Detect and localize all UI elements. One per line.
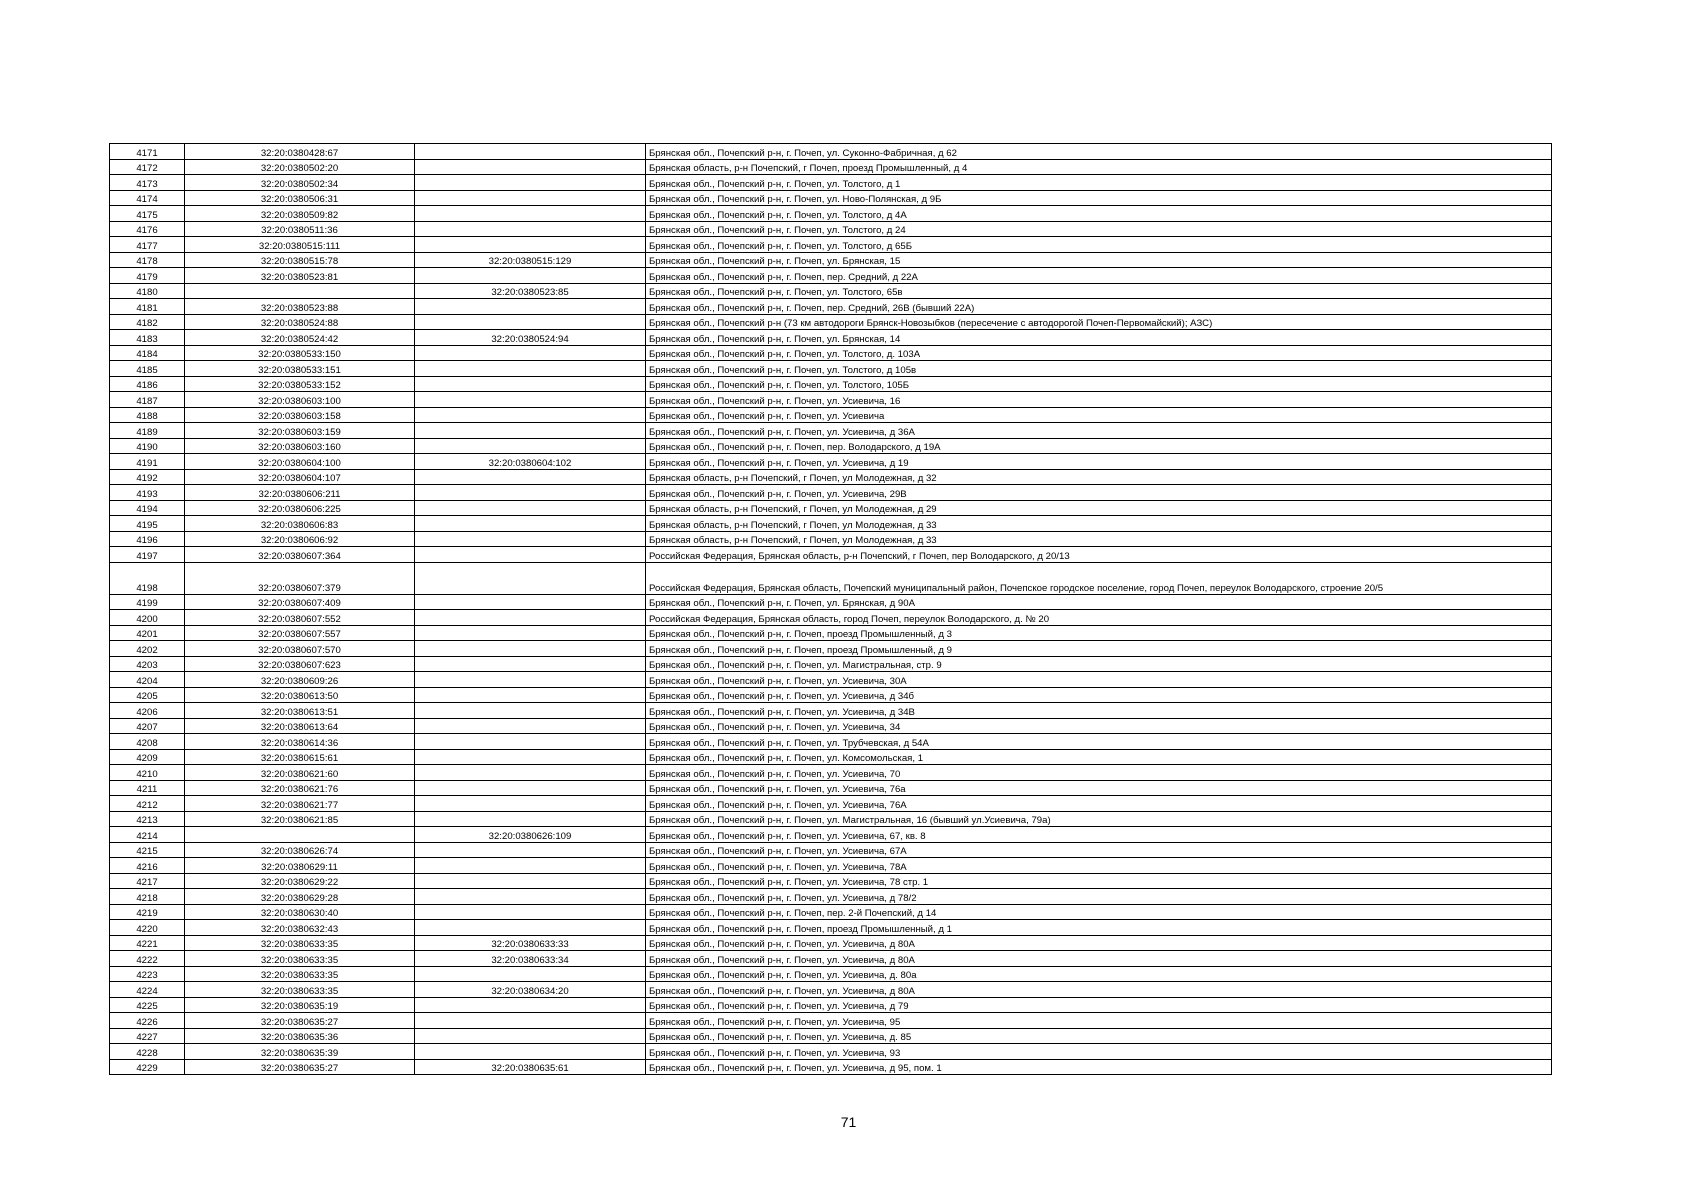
address-cell: Брянская обл., Почепский р-н, г. Почеп, ул. Толстого, д 24 — [646, 221, 1552, 237]
related-cadastral-number-cell — [415, 1044, 646, 1060]
cadastral-number-cell: 32:20:0380629:28 — [185, 889, 415, 905]
table-row — [110, 454, 1552, 470]
row-number-cell: 4185 — [110, 361, 185, 377]
related-cadastral-number-cell: 32:20:0380634:20 — [415, 982, 646, 998]
address-cell: Брянская обл., Почепский р-н, г. Почеп, ул. Толстого, д 65Б — [646, 237, 1552, 253]
table-row — [110, 1013, 1552, 1029]
row-number-cell: 4228 — [110, 1044, 185, 1060]
row-number-cell: 4198 — [110, 562, 185, 594]
cadastral-number-cell: 32:20:0380603:158 — [185, 407, 415, 423]
address-cell: Брянская обл., Почепский р-н, г. Почеп, ул. Усиевича, д 78/2 — [646, 889, 1552, 905]
related-cadastral-number-cell — [415, 997, 646, 1013]
row-number-cell: 4218 — [110, 889, 185, 905]
cadastral-number-cell: 32:20:0380523:88 — [185, 299, 415, 315]
cadastral-number-cell: 32:20:0380607:552 — [185, 610, 415, 626]
row-number-cell: 4205 — [110, 687, 185, 703]
table-row — [110, 687, 1552, 703]
row-number-cell: 4171 — [110, 144, 185, 160]
table-row — [110, 904, 1552, 920]
row-number-cell: 4222 — [110, 951, 185, 967]
row-number-cell: 4184 — [110, 345, 185, 361]
address-cell: Брянская обл., Почепский р-н, г. Почеп, ул. Усиевича, 34 — [646, 718, 1552, 734]
related-cadastral-number-cell — [415, 221, 646, 237]
cadastral-number-cell: 32:20:0380635:39 — [185, 1044, 415, 1060]
cadastral-number-cell: 32:20:0380630:40 — [185, 904, 415, 920]
related-cadastral-number-cell — [415, 889, 646, 905]
related-cadastral-number-cell — [415, 594, 646, 610]
table-row — [110, 641, 1552, 657]
address-cell: Брянская обл., Почепский р-н, г. Почеп, ул. Усиевича, д. 85 — [646, 1028, 1552, 1044]
address-cell: Брянская обл., Почепский р-н, г. Почеп, ул. Толстого, д 1 — [646, 175, 1552, 191]
address-cell: Российская Федерация, Брянская область, Почепский муниципальный район, Почепское городское поселение, город Почеп, переулок Володарского, строение 20/5 — [646, 562, 1552, 594]
address-cell: Брянская обл., Почепский р-н, г. Почеп, ул. Усиевича, д 19 — [646, 454, 1552, 470]
address-cell: Брянская обл., Почепский р-н, г. Почеп, ул. Усиевича, 30А — [646, 672, 1552, 688]
cadastral-number-cell: 32:20:0380609:26 — [185, 672, 415, 688]
row-number-cell: 4189 — [110, 423, 185, 439]
related-cadastral-number-cell — [415, 547, 646, 563]
cadastral-number-cell: 32:20:0380629:22 — [185, 873, 415, 889]
related-cadastral-number-cell — [415, 392, 646, 408]
related-cadastral-number-cell — [415, 314, 646, 330]
cadastral-number-cell: 32:20:0380524:42 — [185, 330, 415, 346]
table-row — [110, 672, 1552, 688]
row-number-cell: 4183 — [110, 330, 185, 346]
cadastral-number-cell: 32:20:0380606:83 — [185, 516, 415, 532]
address-cell: Брянская обл., Почепский р-н, г. Почеп, ул. Усиевича — [646, 407, 1552, 423]
table-row — [110, 594, 1552, 610]
related-cadastral-number-cell: 32:20:0380626:109 — [415, 827, 646, 843]
address-cell: Брянская обл., Почепский р-н, г. Почеп, ул. Усиевича, 16 — [646, 392, 1552, 408]
cadastral-number-cell: 32:20:0380524:88 — [185, 314, 415, 330]
table-row — [110, 982, 1552, 998]
table-row — [110, 997, 1552, 1013]
related-cadastral-number-cell: 32:20:0380515:129 — [415, 252, 646, 268]
related-cadastral-number-cell: 32:20:0380604:102 — [415, 454, 646, 470]
row-number-cell: 4217 — [110, 873, 185, 889]
row-number-cell: 4175 — [110, 206, 185, 222]
cadastral-number-cell: 32:20:0380621:76 — [185, 780, 415, 796]
address-cell: Брянская обл., Почепский р-н (73 км автодороги Брянск-Новозыбков (пересечение с автодорогой Почеп-Первомайский); АЗС) — [646, 314, 1552, 330]
cadastral-number-cell: 32:20:0380502:34 — [185, 175, 415, 191]
related-cadastral-number-cell — [415, 904, 646, 920]
address-cell: Брянская обл., Почепский р-н, г. Почеп, ул. Усиевича, д 36А — [646, 423, 1552, 439]
related-cadastral-number-cell — [415, 438, 646, 454]
address-cell: Брянская обл., Почепский р-н, г. Почеп, ул. Брянская, 15 — [646, 252, 1552, 268]
table-row — [110, 951, 1552, 967]
table-row — [110, 656, 1552, 672]
address-cell: Брянская обл., Почепский р-н, г. Почеп, ул. Толстого, д 4А — [646, 206, 1552, 222]
related-cadastral-number-cell — [415, 672, 646, 688]
address-cell: Брянская обл., Почепский р-н, г. Почеп, ул. Усиевича, д 79 — [646, 997, 1552, 1013]
cadastral-number-cell: 32:20:0380621:77 — [185, 796, 415, 812]
related-cadastral-number-cell — [415, 469, 646, 485]
row-number-cell: 4191 — [110, 454, 185, 470]
related-cadastral-number-cell — [415, 268, 646, 284]
cadastral-number-cell: 32:20:0380603:100 — [185, 392, 415, 408]
address-cell: Брянская обл., Почепский р-н, г. Почеп, ул. Усиевича, 67А — [646, 842, 1552, 858]
table-row — [110, 920, 1552, 936]
table-row — [110, 500, 1552, 516]
cadastral-number-cell — [185, 283, 415, 299]
table-row — [110, 283, 1552, 299]
table-row — [110, 438, 1552, 454]
row-number-cell: 4203 — [110, 656, 185, 672]
cadastral-number-cell — [185, 827, 415, 843]
address-cell: Брянская обл., Почепский р-н, г. Почеп, ул. Усиевича, д 80А — [646, 935, 1552, 951]
cadastral-number-cell: 32:20:0380607:570 — [185, 641, 415, 657]
row-number-cell: 4213 — [110, 811, 185, 827]
related-cadastral-number-cell: 32:20:0380524:94 — [415, 330, 646, 346]
row-number-cell: 4178 — [110, 252, 185, 268]
cadastral-number-cell: 32:20:0380509:82 — [185, 206, 415, 222]
cadastral-number-cell: 32:20:0380635:27 — [185, 1013, 415, 1029]
related-cadastral-number-cell — [415, 842, 646, 858]
cadastral-number-cell: 32:20:0380615:61 — [185, 749, 415, 765]
address-cell: Брянская обл., Почепский р-н, г. Почеп, ул. Усиевича, д 95, пом. 1 — [646, 1059, 1552, 1075]
address-cell: Брянская обл., Почепский р-н, г. Почеп, ул. Брянская, д 90А — [646, 594, 1552, 610]
cadastral-number-cell: 32:20:0380606:211 — [185, 485, 415, 501]
related-cadastral-number-cell — [415, 765, 646, 781]
cadastral-number-cell: 32:20:0380606:225 — [185, 500, 415, 516]
address-cell: Брянская обл., Почепский р-н, г. Почеп, ул. Усиевича, д 34В — [646, 703, 1552, 719]
related-cadastral-number-cell — [415, 780, 646, 796]
table-row — [110, 361, 1552, 377]
address-cell: Брянская обл., Почепский р-н, г. Почеп, проезд Промышленный, д 9 — [646, 641, 1552, 657]
row-number-cell: 4221 — [110, 935, 185, 951]
address-cell: Брянская обл., Почепский р-н, г. Почеп, ул. Усиевича, 78А — [646, 858, 1552, 874]
related-cadastral-number-cell — [415, 796, 646, 812]
related-cadastral-number-cell — [415, 858, 646, 874]
cadastral-number-cell: 32:20:0380632:43 — [185, 920, 415, 936]
related-cadastral-number-cell — [415, 641, 646, 657]
row-number-cell: 4192 — [110, 469, 185, 485]
table-row — [110, 966, 1552, 982]
related-cadastral-number-cell — [415, 299, 646, 315]
row-number-cell: 4177 — [110, 237, 185, 253]
address-cell: Брянская обл., Почепский р-н, г. Почеп, ул. Усиевича, д 34б — [646, 687, 1552, 703]
table-row — [110, 330, 1552, 346]
table-row — [110, 314, 1552, 330]
address-cell: Брянская обл., Почепский р-н, г. Почеп, ул. Усиевича, 76а — [646, 780, 1552, 796]
address-cell: Брянская обл., Почепский р-н, г. Почеп, ул. Усиевича, 93 — [646, 1044, 1552, 1060]
address-cell: Брянская обл., Почепский р-н, г. Почеп, проезд Промышленный, д 3 — [646, 625, 1552, 641]
address-cell: Российская Федерация, Брянская область, город Почеп, переулок Володарского, д. № 20 — [646, 610, 1552, 626]
row-number-cell: 4179 — [110, 268, 185, 284]
address-cell: Брянская область, р-н Почепский, г Почеп, проезд Промышленный, д 4 — [646, 159, 1552, 175]
row-number-cell: 4194 — [110, 500, 185, 516]
table-row — [110, 547, 1552, 563]
address-cell: Брянская обл., Почепский р-н, г. Почеп, ул. Суконно-Фабричная, д 62 — [646, 144, 1552, 160]
cadastral-number-cell: 32:20:0380635:19 — [185, 997, 415, 1013]
related-cadastral-number-cell — [415, 687, 646, 703]
table-row — [110, 392, 1552, 408]
table-row — [110, 842, 1552, 858]
table-row — [110, 469, 1552, 485]
table-row — [110, 268, 1552, 284]
table-row — [110, 780, 1552, 796]
cadastral-number-cell: 32:20:0380604:100 — [185, 454, 415, 470]
cadastral-number-cell: 32:20:0380428:67 — [185, 144, 415, 160]
table-row — [110, 1044, 1552, 1060]
table-row — [110, 237, 1552, 253]
cadastral-number-cell: 32:20:0380614:36 — [185, 734, 415, 750]
address-cell: Брянская обл., Почепский р-н, г. Почеп, пер. 2-й Почепский, д 14 — [646, 904, 1552, 920]
table-row — [110, 625, 1552, 641]
related-cadastral-number-cell — [415, 190, 646, 206]
cadastral-number-cell: 32:20:0380635:36 — [185, 1028, 415, 1044]
table-row — [110, 345, 1552, 361]
address-cell: Брянская область, р-н Почепский, г Почеп, ул Молодежная, д 32 — [646, 469, 1552, 485]
table-row — [110, 873, 1552, 889]
related-cadastral-number-cell — [415, 966, 646, 982]
cadastral-number-cell: 32:20:0380515:78 — [185, 252, 415, 268]
related-cadastral-number-cell: 32:20:0380633:34 — [415, 951, 646, 967]
table-row — [110, 159, 1552, 175]
table-row — [110, 734, 1552, 750]
cadastral-number-cell: 32:20:0380506:31 — [185, 190, 415, 206]
address-cell: Брянская область, р-н Почепский, г Почеп, ул Молодежная, д 33 — [646, 531, 1552, 547]
row-number-cell: 4173 — [110, 175, 185, 191]
row-number-cell: 4182 — [110, 314, 185, 330]
related-cadastral-number-cell — [415, 407, 646, 423]
related-cadastral-number-cell — [415, 625, 646, 641]
cadastral-number-cell: 32:20:0380523:81 — [185, 268, 415, 284]
related-cadastral-number-cell — [415, 656, 646, 672]
row-number-cell: 4211 — [110, 780, 185, 796]
related-cadastral-number-cell — [415, 175, 646, 191]
table-row — [110, 889, 1552, 905]
address-cell: Брянская обл., Почепский р-н, г. Почеп, ул. Усиевича, 78 стр. 1 — [646, 873, 1552, 889]
row-number-cell: 4207 — [110, 718, 185, 734]
row-number-cell: 4197 — [110, 547, 185, 563]
table-row — [110, 206, 1552, 222]
related-cadastral-number-cell — [415, 749, 646, 765]
cadastral-number-cell: 32:20:0380635:27 — [185, 1059, 415, 1075]
row-number-cell: 4209 — [110, 749, 185, 765]
table-row — [110, 252, 1552, 268]
cadastral-number-cell: 32:20:0380621:85 — [185, 811, 415, 827]
row-number-cell: 4176 — [110, 221, 185, 237]
row-number-cell: 4186 — [110, 376, 185, 392]
related-cadastral-number-cell — [415, 423, 646, 439]
table-row — [110, 516, 1552, 532]
related-cadastral-number-cell — [415, 1028, 646, 1044]
row-number-cell: 4202 — [110, 641, 185, 657]
row-number-cell: 4188 — [110, 407, 185, 423]
related-cadastral-number-cell — [415, 485, 646, 501]
address-cell: Брянская обл., Почепский р-н, г. Почеп, ул. Усиевича, 67, кв. 8 — [646, 827, 1552, 843]
row-number-cell: 4172 — [110, 159, 185, 175]
table-row — [110, 1028, 1552, 1044]
cadastral-number-cell: 32:20:0380603:159 — [185, 423, 415, 439]
table-row — [110, 423, 1552, 439]
related-cadastral-number-cell — [415, 610, 646, 626]
cadastral-number-cell: 32:20:0380603:160 — [185, 438, 415, 454]
row-number-cell: 4216 — [110, 858, 185, 874]
cadastral-number-cell: 32:20:0380607:379 — [185, 562, 415, 594]
cadastral-number-cell: 32:20:0380606:92 — [185, 531, 415, 547]
table-row — [110, 175, 1552, 191]
row-number-cell: 4206 — [110, 703, 185, 719]
address-cell: Брянская область, р-н Почепский, г Почеп, ул Молодежная, д 29 — [646, 500, 1552, 516]
related-cadastral-number-cell — [415, 703, 646, 719]
cadastral-number-cell: 32:20:0380533:150 — [185, 345, 415, 361]
cadastral-number-cell: 32:20:0380613:51 — [185, 703, 415, 719]
cadastral-number-cell: 32:20:0380633:35 — [185, 966, 415, 982]
table-row — [110, 407, 1552, 423]
table-row — [110, 765, 1552, 781]
row-number-cell: 4196 — [110, 531, 185, 547]
related-cadastral-number-cell — [415, 811, 646, 827]
address-cell: Брянская обл., Почепский р-н, г. Почеп, ул. Усиевича, 95 — [646, 1013, 1552, 1029]
table-row — [110, 221, 1552, 237]
table-row — [110, 531, 1552, 547]
related-cadastral-number-cell — [415, 361, 646, 377]
related-cadastral-number-cell — [415, 159, 646, 175]
table-row — [110, 749, 1552, 765]
row-number-cell: 4214 — [110, 827, 185, 843]
row-number-cell: 4225 — [110, 997, 185, 1013]
row-number-cell: 4210 — [110, 765, 185, 781]
address-cell: Брянская обл., Почепский р-н, г. Почеп, ул. Усиевича, 76А — [646, 796, 1552, 812]
cadastral-number-cell: 32:20:0380533:152 — [185, 376, 415, 392]
address-cell: Брянская обл., Почепский р-н, г. Почеп, пер. Средний, 26В (бывший 22А) — [646, 299, 1552, 315]
table-row — [110, 703, 1552, 719]
table-row — [110, 376, 1552, 392]
cadastral-number-cell: 32:20:0380613:50 — [185, 687, 415, 703]
address-cell: Брянская обл., Почепский р-н, г. Почеп, ул. Брянская, 14 — [646, 330, 1552, 346]
related-cadastral-number-cell — [415, 718, 646, 734]
row-number-cell: 4219 — [110, 904, 185, 920]
related-cadastral-number-cell: 32:20:0380633:33 — [415, 935, 646, 951]
table-row — [110, 299, 1552, 315]
row-number-cell: 4229 — [110, 1059, 185, 1075]
address-cell: Брянская область, р-н Почепский, г Почеп, ул Молодежная, д 33 — [646, 516, 1552, 532]
cadastral-number-cell: 32:20:0380607:623 — [185, 656, 415, 672]
cadastral-number-cell: 32:20:0380621:60 — [185, 765, 415, 781]
related-cadastral-number-cell — [415, 237, 646, 253]
row-number-cell: 4201 — [110, 625, 185, 641]
address-cell: Брянская обл., Почепский р-н, г. Почеп, ул. Трубчевская, д 54А — [646, 734, 1552, 750]
cadastral-number-cell: 32:20:0380515:111 — [185, 237, 415, 253]
row-number-cell: 4226 — [110, 1013, 185, 1029]
row-number-cell: 4208 — [110, 734, 185, 750]
register-table — [109, 143, 1552, 1075]
address-cell: Брянская обл., Почепский р-н, г. Почеп, ул. Комсомольская, 1 — [646, 749, 1552, 765]
cadastral-number-cell: 32:20:0380629:11 — [185, 858, 415, 874]
address-cell: Брянская обл., Почепский р-н, г. Почеп, ул. Толстого, 105Б — [646, 376, 1552, 392]
address-cell: Брянская обл., Почепский р-н, г. Почеп, ул. Ново-Полянская, д 9Б — [646, 190, 1552, 206]
table-row — [110, 562, 1552, 594]
related-cadastral-number-cell — [415, 345, 646, 361]
address-cell: Брянская обл., Почепский р-н, г. Почеп, проезд Промышленный, д 1 — [646, 920, 1552, 936]
row-number-cell: 4224 — [110, 982, 185, 998]
row-number-cell: 4227 — [110, 1028, 185, 1044]
cadastral-number-cell: 32:20:0380633:35 — [185, 982, 415, 998]
row-number-cell: 4199 — [110, 594, 185, 610]
related-cadastral-number-cell — [415, 206, 646, 222]
related-cadastral-number-cell — [415, 734, 646, 750]
related-cadastral-number-cell — [415, 500, 646, 516]
address-cell: Брянская обл., Почепский р-н, г. Почеп, ул. Толстого, 65в — [646, 283, 1552, 299]
related-cadastral-number-cell — [415, 1013, 646, 1029]
address-cell: Брянская обл., Почепский р-н, г. Почеп, ул. Толстого, д 105в — [646, 361, 1552, 377]
address-cell: Российская Федерация, Брянская область, р-н Почепский, г Почеп, пер Володарского, д 20/13 — [646, 547, 1552, 563]
row-number-cell: 4193 — [110, 485, 185, 501]
table-row — [110, 935, 1552, 951]
address-cell: Брянская обл., Почепский р-н, г. Почеп, ул. Магистральная, стр. 9 — [646, 656, 1552, 672]
cadastral-number-cell: 32:20:0380626:74 — [185, 842, 415, 858]
table-row — [110, 190, 1552, 206]
cadastral-number-cell: 32:20:0380633:35 — [185, 951, 415, 967]
related-cadastral-number-cell: 32:20:0380523:85 — [415, 283, 646, 299]
related-cadastral-number-cell — [415, 376, 646, 392]
table-row — [110, 610, 1552, 626]
cadastral-number-cell: 32:20:0380613:64 — [185, 718, 415, 734]
row-number-cell: 4204 — [110, 672, 185, 688]
related-cadastral-number-cell — [415, 873, 646, 889]
address-cell: Брянская обл., Почепский р-н, г. Почеп, ул. Толстого, д. 103А — [646, 345, 1552, 361]
cadastral-number-cell: 32:20:0380604:107 — [185, 469, 415, 485]
row-number-cell: 4187 — [110, 392, 185, 408]
cadastral-number-cell: 32:20:0380607:364 — [185, 547, 415, 563]
cadastral-number-cell: 32:20:0380511:36 — [185, 221, 415, 237]
table-row — [110, 796, 1552, 812]
related-cadastral-number-cell — [415, 516, 646, 532]
cadastral-number-cell: 32:20:0380633:35 — [185, 935, 415, 951]
table-row — [110, 485, 1552, 501]
cadastral-number-cell: 32:20:0380502:20 — [185, 159, 415, 175]
address-cell: Брянская обл., Почепский р-н, г. Почеп, пер. Володарского, д 19А — [646, 438, 1552, 454]
row-number-cell: 4190 — [110, 438, 185, 454]
table-row — [110, 811, 1552, 827]
address-cell: Брянская обл., Почепский р-н, г. Почеп, ул. Усиевича, д 80А — [646, 951, 1552, 967]
row-number-cell: 4174 — [110, 190, 185, 206]
address-cell: Брянская обл., Почепский р-н, г. Почеп, ул. Усиевича, 70 — [646, 765, 1552, 781]
row-number-cell: 4180 — [110, 283, 185, 299]
related-cadastral-number-cell — [415, 562, 646, 594]
cadastral-number-cell: 32:20:0380607:409 — [185, 594, 415, 610]
row-number-cell: 4181 — [110, 299, 185, 315]
row-number-cell: 4220 — [110, 920, 185, 936]
cadastral-number-cell: 32:20:0380607:557 — [185, 625, 415, 641]
related-cadastral-number-cell — [415, 920, 646, 936]
address-cell: Брянская обл., Почепский р-н, г. Почеп, ул. Усиевича, д 80А — [646, 982, 1552, 998]
row-number-cell: 4200 — [110, 610, 185, 626]
table-row — [110, 718, 1552, 734]
page-number: 71 — [840, 1114, 857, 1130]
address-cell: Брянская обл., Почепский р-н, г. Почеп, ул. Магистральная, 16 (бывший ул.Усиевича, 79а) — [646, 811, 1552, 827]
table-row — [110, 827, 1552, 843]
row-number-cell: 4212 — [110, 796, 185, 812]
address-cell: Брянская обл., Почепский р-н, г. Почеп, ул. Усиевича, 29В — [646, 485, 1552, 501]
table-row — [110, 144, 1552, 160]
table-row — [110, 1059, 1552, 1075]
row-number-cell: 4223 — [110, 966, 185, 982]
row-number-cell: 4195 — [110, 516, 185, 532]
cadastral-number-cell: 32:20:0380533:151 — [185, 361, 415, 377]
row-number-cell: 4215 — [110, 842, 185, 858]
address-cell: Брянская обл., Почепский р-н, г. Почеп, ул. Усиевича, д. 80а — [646, 966, 1552, 982]
table-row — [110, 858, 1552, 874]
address-cell: Брянская обл., Почепский р-н, г. Почеп, пер. Средний, д 22А — [646, 268, 1552, 284]
related-cadastral-number-cell: 32:20:0380635:61 — [415, 1059, 646, 1075]
related-cadastral-number-cell — [415, 531, 646, 547]
related-cadastral-number-cell — [415, 144, 646, 160]
register-table-body — [110, 144, 1552, 1075]
